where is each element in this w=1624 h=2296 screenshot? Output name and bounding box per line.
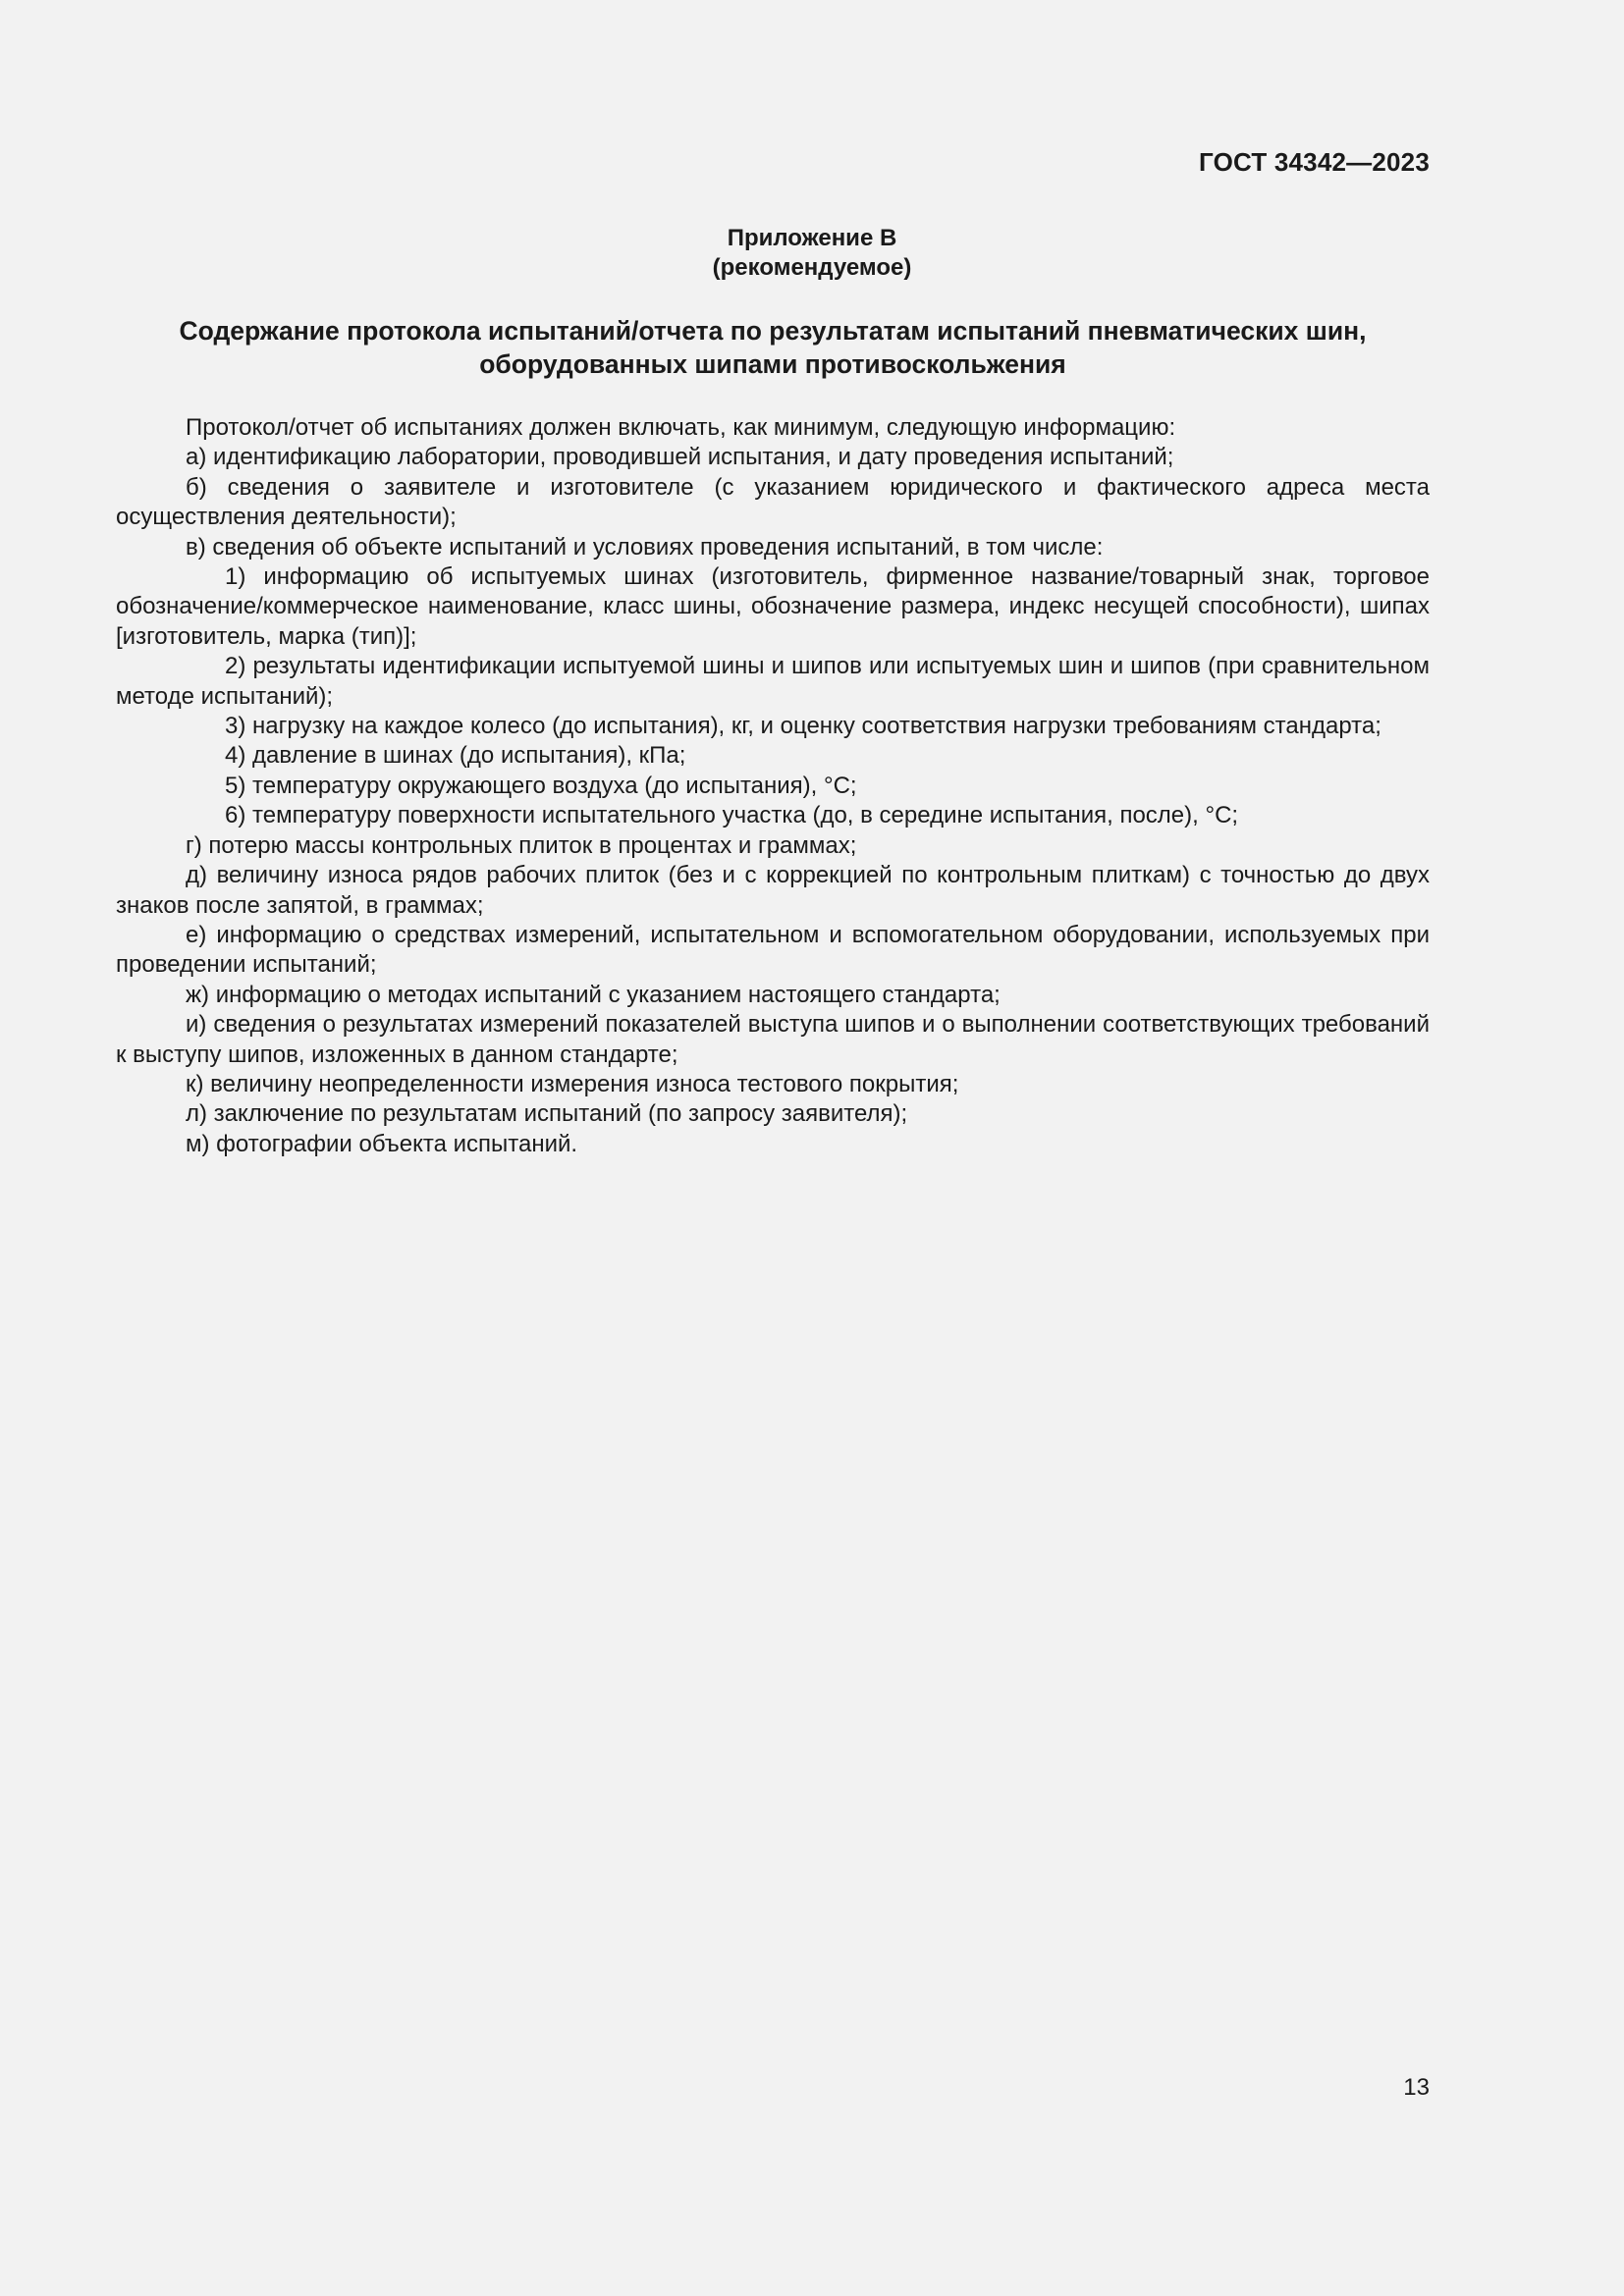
- list-item-v: в) сведения об объекте испытаний и условиях проведения испытаний, в том числе:: [186, 533, 1104, 561]
- sub-item-2: 2) результаты идентификации испытуемой шины и шипов или испытуемых шин и шипов (при сравнительном методе испытаний);: [116, 653, 1430, 710]
- section-heading-line-1: Содержание протокола испытаний/отчета по результатам испытаний пневматических шин,: [179, 316, 1367, 346]
- sub-item-5: 5) температуру окружающего воздуха (до испытания), °С;: [225, 772, 857, 799]
- list-item-a: а) идентификацию лаборатории, проводившей испытания, и дату проведения испытаний;: [186, 444, 1174, 471]
- list-item-d: д) величину износа рядов рабочих плиток (без и с коррекцией по контрольным плиткам) с точностью до двух знаков после запятой, в граммах;: [116, 862, 1430, 919]
- document-body: [116, 413, 1430, 1159]
- sub-item-3: 3) нагрузку на каждое колесо (до испытания), кг, и оценку соответствия нагрузки требованиям стандарта;: [225, 713, 1381, 740]
- list-item-l: л) заключение по результатам испытаний (по запросу заявителя);: [186, 1100, 908, 1128]
- sub-item-6: 6) температуру поверхности испытательного участка (до, в середине испытания, после), °С;: [225, 802, 1239, 829]
- list-item-b: б) сведения о заявителе и изготовителе (с указанием юридического и фактического адреса места осуществления деятельности);: [116, 473, 1430, 531]
- sub-item-4: 4) давление в шинах (до испытания), кПа;: [225, 742, 686, 770]
- appendix-title: Приложение В: [727, 225, 897, 251]
- list-item-m: м) фотографии объекта испытаний.: [186, 1130, 578, 1157]
- page-number: 13: [1403, 2074, 1430, 2101]
- intro-paragraph: Протокол/отчет об испытаниях должен включать, как минимум, следующую информацию:: [186, 414, 1176, 441]
- section-heading-line-2: оборудованных шипами противоскольжения: [479, 349, 1066, 379]
- list-item-k: к) величину неопределенности измерения износа тестового покрытия;: [186, 1070, 959, 1097]
- appendix-label: [0, 224, 1624, 283]
- document-id: ГОСТ 34342—2023: [1199, 147, 1430, 177]
- section-heading: [116, 314, 1430, 381]
- list-item-g: г) потерю массы контрольных плиток в процентах и граммах;: [186, 831, 857, 859]
- sub-item-1: 1) информацию об испытуемых шинах (изготовитель, фирменное название/товарный знак, торговое обозначение/коммерческое наименование, класс шины, обозначение размера, индекс несущей способности), шипах [изготовитель, марка (тип)];: [116, 563, 1430, 650]
- list-item-i: и) сведения о результатах измерений показателей выступа шипов и о выполнении соответствующих требований к выступу шипов, изложенных в данном стандарте;: [116, 1011, 1430, 1068]
- appendix-status: (рекомендуемое): [712, 254, 912, 281]
- list-item-e: е) информацию о средствах измерений, испытательном и вспомогательном оборудовании, используемых при проведении испытаний;: [116, 921, 1430, 979]
- list-item-zh: ж) информацию о методах испытаний с указанием настоящего стандарта;: [186, 981, 1001, 1008]
